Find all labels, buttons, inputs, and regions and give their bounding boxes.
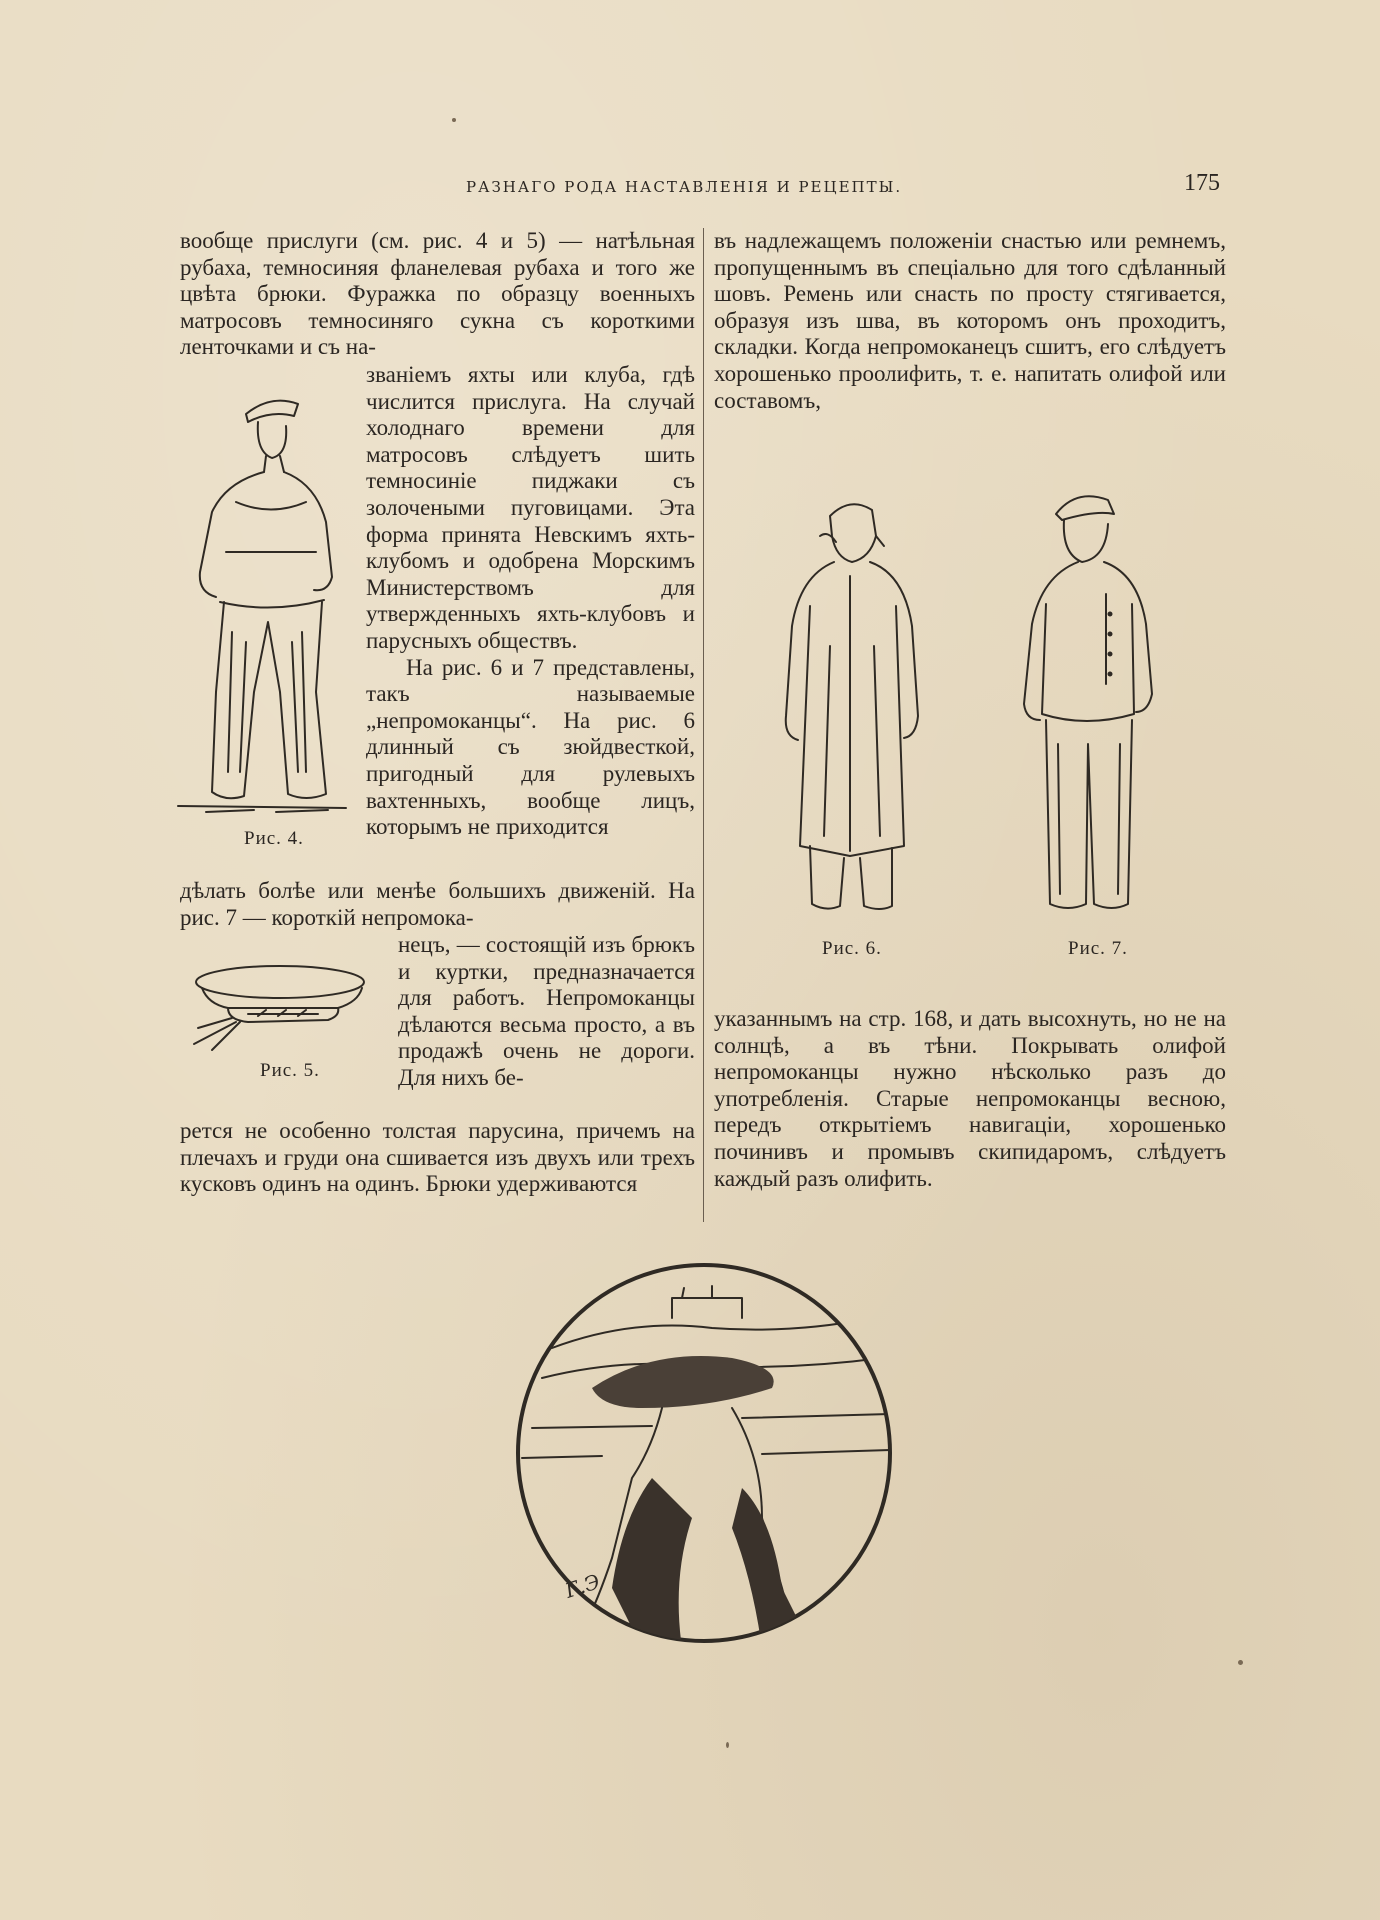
left-text-wrap2 [398, 932, 695, 1092]
vignette-signature: Г.Э [562, 1569, 603, 1603]
column-rule [703, 228, 704, 1222]
page-number: 175 [1184, 170, 1220, 196]
paper-speck [726, 1742, 729, 1748]
left-text-top [180, 228, 695, 361]
paragraph: вообще прислуги (см. рис. 4 и 5) — натѣльная рубаха, темносиняя фланелевая рубаха и того же цвѣта брюки. Фуражка по образцу военныхъ матросовъ темносиняго сукна съ короткими ленточками и съ на- [180, 228, 695, 360]
paragraph: рется не особенно толстая парусина, причемъ на плечахъ и груди она сшивается изъ двухъ или трехъ кусковъ одинъ на одинъ. Брюки удерживаются [180, 1118, 695, 1197]
right-text-top [714, 228, 1226, 414]
running-title: РАЗНАГО РОДА НАСТАВЛЕНІЯ И РЕЦЕПТЫ. [466, 178, 903, 196]
caption-fig-5: Рис. 5. [260, 1060, 320, 1081]
figure-6-long-oilskin-illustration [780, 496, 920, 916]
left-text-mid [180, 878, 695, 931]
caption-fig-7: Рис. 7. [1068, 938, 1128, 959]
paragraph: На рис. 6 и 7 представлены, такъ называемые „непромоканцы“. На рис. 6 длинный съ зюйдвесткой, пригодный для рулевыхъ вахтенныхъ, вообще лицъ, которымъ не приходится [366, 654, 695, 840]
paragraph: дѣлать болѣе или менѣе большихъ движеній. На рис. 7 — короткій непромока- [180, 878, 695, 930]
figure-7-short-oilskin-illustration [1016, 484, 1160, 916]
figure-4-sailor-illustration [176, 392, 366, 822]
right-text-bottom [714, 1006, 1226, 1192]
vignette-illustration [512, 1258, 896, 1648]
caption-fig-6: Рис. 6. [822, 938, 882, 959]
left-text-bottom [180, 1118, 695, 1198]
caption-fig-4: Рис. 4. [244, 828, 304, 849]
paragraph: въ надлежащемъ положеніи снастью или ремнемъ, пропущеннымъ въ спеціально для того сдѣланный шовъ. Ремень или снасть по просту стягивается, образуя изъ шва, въ которомъ онъ проходитъ, складки. Когда непромоканецъ сшитъ, его слѣдуетъ хорошенько проолифить, т. е. напитать олифой или составомъ, [714, 228, 1226, 413]
left-text-wrap [366, 362, 695, 841]
paragraph: званіемъ яхты или клуба, гдѣ числится прислуга. На случай холоднаго времени для матросовъ слѣдуетъ шить темносиніе пиджаки съ золочеными пуговицами. Эта форма принята Невскимъ яхть-клубомъ и одобрена Морскимъ Министерствомъ для утвержденныхъ яхть-клубовъ и парусныхъ обществъ. [366, 362, 695, 653]
paper-speck [452, 118, 456, 122]
figure-5-cap-illustration [188, 958, 368, 1054]
paragraph: нецъ, — состоящій изъ брюкъ и куртки, предназначается для работъ. Непромоканцы дѣлаются весьма просто, а въ продажѣ очень не дороги. Для нихъ бе- [398, 932, 695, 1090]
paper-speck [1238, 1660, 1243, 1665]
paragraph: указаннымъ на стр. 168, и дать высохнуть, но не на солнцѣ, а въ тѣни. Покрывать олифой непромоканцы нужно нѣсколько разъ до употребленія. Старые непромоканцы весною, передъ открытіемъ навигаціи, хорошенько починивъ и промывъ скипидаромъ, слѣдуетъ каждый разъ олифить. [714, 1006, 1226, 1191]
